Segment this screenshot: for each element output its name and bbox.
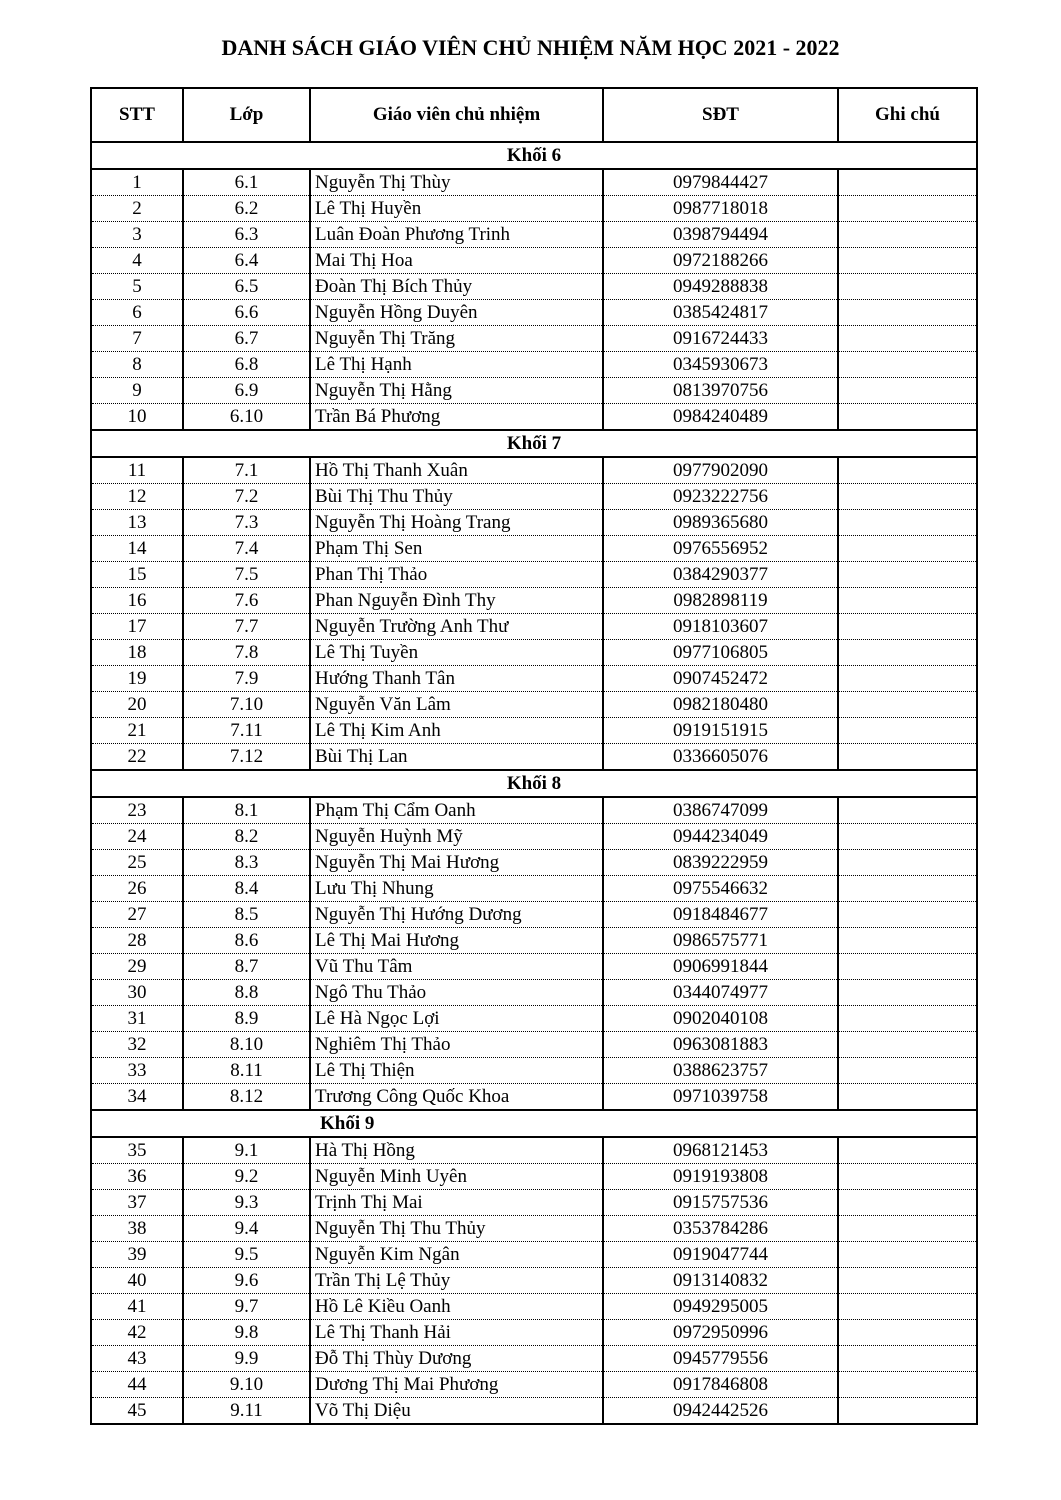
table-row	[91, 1006, 977, 1032]
cell-class: 6.4	[183, 248, 310, 274]
cell-note	[838, 457, 977, 484]
cell-stt: 15	[91, 562, 183, 588]
cell-stt: 33	[91, 1058, 183, 1084]
cell-class: 7.3	[183, 510, 310, 536]
cell-class: 6.6	[183, 300, 310, 326]
cell-stt: 30	[91, 980, 183, 1006]
cell-class: 7.1	[183, 457, 310, 484]
cell-note	[838, 640, 977, 666]
table-row	[91, 1268, 977, 1294]
cell-class: 9.8	[183, 1320, 310, 1346]
cell-teacher: Lê Thị Mai Hương	[310, 928, 603, 954]
cell-teacher: Lê Thị Huyền	[310, 196, 603, 222]
page-title: DANH SÁCH GIÁO VIÊN CHỦ NHIỆM NĂM HỌC 2021 - 2022	[221, 35, 840, 60]
cell-note	[838, 248, 977, 274]
cell-phone: 0982898119	[603, 588, 838, 614]
cell-stt: 34	[91, 1084, 183, 1111]
cell-class: 8.2	[183, 824, 310, 850]
cell-teacher: Nguyễn Thị Hằng	[310, 378, 603, 404]
cell-class: 9.9	[183, 1346, 310, 1372]
header-class: Lớp	[183, 88, 310, 142]
cell-class: 7.9	[183, 666, 310, 692]
cell-note	[838, 1190, 977, 1216]
cell-note	[838, 510, 977, 536]
cell-phone: 0979844427	[603, 169, 838, 196]
cell-phone: 0919047744	[603, 1242, 838, 1268]
cell-teacher: Nguyễn Thị Trăng	[310, 326, 603, 352]
cell-phone: 0353784286	[603, 1216, 838, 1242]
table-row	[91, 248, 977, 274]
cell-note	[838, 352, 977, 378]
header-phone: SĐT	[603, 88, 838, 142]
cell-teacher: Trần Bá Phương	[310, 404, 603, 431]
cell-class: 8.9	[183, 1006, 310, 1032]
cell-note	[838, 222, 977, 248]
cell-class: 8.11	[183, 1058, 310, 1084]
table-row	[91, 1032, 977, 1058]
cell-class: 9.7	[183, 1294, 310, 1320]
cell-stt: 44	[91, 1372, 183, 1398]
cell-teacher: Lưu Thị Nhung	[310, 876, 603, 902]
table-row	[91, 378, 977, 404]
cell-phone: 0986575771	[603, 928, 838, 954]
cell-phone: 0398794494	[603, 222, 838, 248]
cell-teacher: Nguyễn Thị Hướng Dương	[310, 902, 603, 928]
cell-stt: 31	[91, 1006, 183, 1032]
cell-stt: 35	[91, 1137, 183, 1164]
cell-class: 9.5	[183, 1242, 310, 1268]
cell-class: 6.8	[183, 352, 310, 378]
table-row	[91, 352, 977, 378]
table-row	[91, 1346, 977, 1372]
cell-phone: 0919151915	[603, 718, 838, 744]
table-row	[91, 797, 977, 824]
cell-stt: 43	[91, 1346, 183, 1372]
cell-stt: 37	[91, 1190, 183, 1216]
cell-stt: 9	[91, 378, 183, 404]
cell-stt: 17	[91, 614, 183, 640]
cell-teacher: Nguyễn Thị Hoàng Trang	[310, 510, 603, 536]
cell-stt: 20	[91, 692, 183, 718]
table-row	[91, 954, 977, 980]
cell-class: 7.6	[183, 588, 310, 614]
cell-note	[838, 1294, 977, 1320]
cell-stt: 14	[91, 536, 183, 562]
cell-class: 8.12	[183, 1084, 310, 1111]
header-note: Ghi chú	[838, 88, 977, 142]
cell-phone: 0915757536	[603, 1190, 838, 1216]
cell-teacher: Phan Nguyễn Đình Thy	[310, 588, 603, 614]
group-label: Khối 9	[91, 1110, 977, 1137]
cell-phone: 0977106805	[603, 640, 838, 666]
group-row	[91, 142, 977, 169]
cell-stt: 18	[91, 640, 183, 666]
teacher-table	[90, 87, 978, 1425]
cell-note	[838, 692, 977, 718]
cell-note	[838, 1216, 977, 1242]
cell-class: 6.5	[183, 274, 310, 300]
cell-stt: 2	[91, 196, 183, 222]
cell-class: 6.2	[183, 196, 310, 222]
cell-class: 7.4	[183, 536, 310, 562]
cell-phone: 0913140832	[603, 1268, 838, 1294]
table-row	[91, 666, 977, 692]
cell-note	[838, 1242, 977, 1268]
cell-note	[838, 928, 977, 954]
cell-teacher: Ngô Thu Thảo	[310, 980, 603, 1006]
group-row	[91, 430, 977, 457]
cell-phone: 0384290377	[603, 562, 838, 588]
table-body	[91, 142, 977, 1424]
table-row	[91, 718, 977, 744]
cell-stt: 24	[91, 824, 183, 850]
cell-stt: 27	[91, 902, 183, 928]
cell-phone: 0989365680	[603, 510, 838, 536]
cell-teacher: Nguyễn Thị Mai Hương	[310, 850, 603, 876]
group-label: Khối 8	[91, 770, 977, 797]
cell-class: 7.7	[183, 614, 310, 640]
cell-note	[838, 954, 977, 980]
table-row	[91, 404, 977, 431]
cell-class: 9.3	[183, 1190, 310, 1216]
table-row	[91, 1164, 977, 1190]
cell-stt: 45	[91, 1398, 183, 1425]
cell-phone: 0385424817	[603, 300, 838, 326]
cell-phone: 0839222959	[603, 850, 838, 876]
cell-stt: 36	[91, 1164, 183, 1190]
table-row	[91, 300, 977, 326]
cell-stt: 42	[91, 1320, 183, 1346]
cell-phone: 0916724433	[603, 326, 838, 352]
cell-phone: 0984240489	[603, 404, 838, 431]
group-label: Khối 6	[91, 142, 977, 169]
cell-phone: 0919193808	[603, 1164, 838, 1190]
cell-phone: 0949288838	[603, 274, 838, 300]
cell-note	[838, 300, 977, 326]
cell-phone: 0388623757	[603, 1058, 838, 1084]
cell-stt: 25	[91, 850, 183, 876]
cell-phone: 0918103607	[603, 614, 838, 640]
cell-stt: 22	[91, 744, 183, 771]
cell-phone: 0906991844	[603, 954, 838, 980]
cell-note	[838, 902, 977, 928]
table-row	[91, 274, 977, 300]
table-row	[91, 169, 977, 196]
cell-note	[838, 1084, 977, 1111]
cell-stt: 3	[91, 222, 183, 248]
cell-class: 6.1	[183, 169, 310, 196]
cell-teacher: Nguyễn Kim Ngân	[310, 1242, 603, 1268]
cell-stt: 1	[91, 169, 183, 196]
table-row	[91, 692, 977, 718]
cell-stt: 7	[91, 326, 183, 352]
cell-phone: 0902040108	[603, 1006, 838, 1032]
table-row	[91, 222, 977, 248]
table-row	[91, 457, 977, 484]
cell-note	[838, 562, 977, 588]
cell-note	[838, 718, 977, 744]
cell-note	[838, 1137, 977, 1164]
cell-teacher: Luân Đoàn Phương Trinh	[310, 222, 603, 248]
cell-note	[838, 1268, 977, 1294]
cell-stt: 13	[91, 510, 183, 536]
cell-note	[838, 824, 977, 850]
cell-class: 9.6	[183, 1268, 310, 1294]
cell-class: 8.4	[183, 876, 310, 902]
cell-class: 7.5	[183, 562, 310, 588]
cell-phone: 0975546632	[603, 876, 838, 902]
cell-stt: 41	[91, 1294, 183, 1320]
cell-class: 8.10	[183, 1032, 310, 1058]
cell-note	[838, 378, 977, 404]
group-row	[91, 1110, 977, 1137]
cell-teacher: Nguyễn Văn Lâm	[310, 692, 603, 718]
cell-class: 7.8	[183, 640, 310, 666]
cell-note	[838, 1058, 977, 1084]
cell-stt: 19	[91, 666, 183, 692]
cell-note	[838, 536, 977, 562]
cell-stt: 26	[91, 876, 183, 902]
cell-phone: 0336605076	[603, 744, 838, 771]
cell-phone: 0963081883	[603, 1032, 838, 1058]
table-row	[91, 614, 977, 640]
cell-teacher: Hà Thị Hồng	[310, 1137, 603, 1164]
table-row	[91, 562, 977, 588]
cell-teacher: Nguyễn Trường Anh Thư	[310, 614, 603, 640]
cell-class: 8.5	[183, 902, 310, 928]
cell-stt: 38	[91, 1216, 183, 1242]
cell-teacher: Hướng Thanh Tân	[310, 666, 603, 692]
cell-phone: 0386747099	[603, 797, 838, 824]
cell-teacher: Nguyễn Hồng Duyên	[310, 300, 603, 326]
cell-note	[838, 484, 977, 510]
table-row	[91, 196, 977, 222]
cell-phone: 0942442526	[603, 1398, 838, 1425]
cell-note	[838, 1346, 977, 1372]
cell-teacher: Phạm Thị Cẩm Oanh	[310, 797, 603, 824]
cell-teacher: Đoàn Thị Bích Thủy	[310, 274, 603, 300]
cell-stt: 29	[91, 954, 183, 980]
header-stt: STT	[91, 88, 183, 142]
cell-teacher: Lê Thị Hạnh	[310, 352, 603, 378]
cell-stt: 23	[91, 797, 183, 824]
cell-teacher: Trịnh Thị Mai	[310, 1190, 603, 1216]
cell-note	[838, 1398, 977, 1425]
cell-class: 7.10	[183, 692, 310, 718]
table-row	[91, 850, 977, 876]
table-row	[91, 1372, 977, 1398]
cell-teacher: Dương Thị Mai Phương	[310, 1372, 603, 1398]
cell-note	[838, 1164, 977, 1190]
cell-teacher: Bùi Thị Lan	[310, 744, 603, 771]
cell-teacher: Nghiêm Thị Thảo	[310, 1032, 603, 1058]
cell-teacher: Lê Thị Thiện	[310, 1058, 603, 1084]
cell-note	[838, 1320, 977, 1346]
cell-note	[838, 1006, 977, 1032]
table-header	[91, 88, 977, 142]
cell-phone: 0918484677	[603, 902, 838, 928]
cell-stt: 6	[91, 300, 183, 326]
table-row	[91, 744, 977, 771]
cell-class: 6.10	[183, 404, 310, 431]
cell-class: 8.7	[183, 954, 310, 980]
table-row	[91, 980, 977, 1006]
cell-phone: 0972950996	[603, 1320, 838, 1346]
cell-phone: 0982180480	[603, 692, 838, 718]
cell-class: 9.2	[183, 1164, 310, 1190]
cell-class: 6.9	[183, 378, 310, 404]
cell-class: 8.1	[183, 797, 310, 824]
cell-class: 7.11	[183, 718, 310, 744]
cell-phone: 0977902090	[603, 457, 838, 484]
cell-note	[838, 404, 977, 431]
cell-phone: 0917846808	[603, 1372, 838, 1398]
cell-class: 9.4	[183, 1216, 310, 1242]
cell-teacher: Lê Thị Kim Anh	[310, 718, 603, 744]
cell-note	[838, 1032, 977, 1058]
cell-class: 9.10	[183, 1372, 310, 1398]
cell-phone: 0976556952	[603, 536, 838, 562]
cell-class: 7.2	[183, 484, 310, 510]
cell-stt: 12	[91, 484, 183, 510]
cell-phone: 0987718018	[603, 196, 838, 222]
cell-phone: 0949295005	[603, 1294, 838, 1320]
cell-teacher: Hồ Thị Thanh Xuân	[310, 457, 603, 484]
cell-note	[838, 196, 977, 222]
cell-teacher: Đỗ Thị Thùy Dương	[310, 1346, 603, 1372]
cell-phone: 0344074977	[603, 980, 838, 1006]
cell-class: 9.11	[183, 1398, 310, 1425]
cell-stt: 28	[91, 928, 183, 954]
table-row	[91, 588, 977, 614]
cell-teacher: Lê Thị Tuyền	[310, 640, 603, 666]
cell-stt: 8	[91, 352, 183, 378]
table-row	[91, 536, 977, 562]
cell-phone: 0345930673	[603, 352, 838, 378]
cell-teacher: Võ Thị Diệu	[310, 1398, 603, 1425]
table-row	[91, 510, 977, 536]
cell-class: 8.8	[183, 980, 310, 1006]
cell-phone: 0972188266	[603, 248, 838, 274]
cell-note	[838, 588, 977, 614]
cell-stt: 10	[91, 404, 183, 431]
table-row	[91, 1320, 977, 1346]
table-row	[91, 1190, 977, 1216]
cell-phone: 0923222756	[603, 484, 838, 510]
table-row	[91, 1137, 977, 1164]
cell-class: 8.3	[183, 850, 310, 876]
cell-class: 7.12	[183, 744, 310, 771]
header-teacher: Giáo viên chủ nhiệm	[310, 88, 603, 142]
cell-teacher: Vũ Thu Tâm	[310, 954, 603, 980]
cell-stt: 32	[91, 1032, 183, 1058]
cell-phone: 0907452472	[603, 666, 838, 692]
table-row	[91, 824, 977, 850]
cell-teacher: Nguyễn Thị Thu Thủy	[310, 1216, 603, 1242]
table-row	[91, 902, 977, 928]
cell-stt: 40	[91, 1268, 183, 1294]
cell-class: 8.6	[183, 928, 310, 954]
cell-stt: 4	[91, 248, 183, 274]
cell-note	[838, 980, 977, 1006]
cell-teacher: Phạm Thị Sen	[310, 536, 603, 562]
table-row	[91, 640, 977, 666]
table-row	[91, 928, 977, 954]
cell-note	[838, 850, 977, 876]
group-label: Khối 7	[91, 430, 977, 457]
cell-teacher: Trần Thị Lệ Thủy	[310, 1268, 603, 1294]
cell-note	[838, 797, 977, 824]
table-row	[91, 1084, 977, 1111]
table-row	[91, 1216, 977, 1242]
cell-note	[838, 1372, 977, 1398]
cell-note	[838, 876, 977, 902]
cell-note	[838, 169, 977, 196]
cell-note	[838, 666, 977, 692]
cell-stt: 5	[91, 274, 183, 300]
cell-teacher: Nguyễn Minh Uyên	[310, 1164, 603, 1190]
table-row	[91, 326, 977, 352]
cell-teacher: Trương Công Quốc Khoa	[310, 1084, 603, 1111]
cell-class: 6.7	[183, 326, 310, 352]
cell-note	[838, 326, 977, 352]
cell-teacher: Hồ Lê Kiều Oanh	[310, 1294, 603, 1320]
cell-teacher: Nguyễn Thị Thùy	[310, 169, 603, 196]
cell-teacher: Phan Thị Thảo	[310, 562, 603, 588]
cell-stt: 16	[91, 588, 183, 614]
table-row	[91, 484, 977, 510]
cell-phone: 0971039758	[603, 1084, 838, 1111]
cell-phone: 0813970756	[603, 378, 838, 404]
cell-note	[838, 744, 977, 771]
cell-stt: 39	[91, 1242, 183, 1268]
group-row	[91, 770, 977, 797]
cell-phone: 0945779556	[603, 1346, 838, 1372]
cell-note	[838, 274, 977, 300]
cell-teacher: Lê Thị Thanh Hải	[310, 1320, 603, 1346]
cell-teacher: Nguyễn Huỳnh Mỹ	[310, 824, 603, 850]
cell-class: 6.3	[183, 222, 310, 248]
cell-stt: 11	[91, 457, 183, 484]
cell-phone: 0944234049	[603, 824, 838, 850]
cell-teacher: Bùi Thị Thu Thủy	[310, 484, 603, 510]
table-row	[91, 1294, 977, 1320]
cell-stt: 21	[91, 718, 183, 744]
cell-teacher: Lê Hà Ngọc Lợi	[310, 1006, 603, 1032]
cell-teacher: Mai Thị Hoa	[310, 248, 603, 274]
cell-phone: 0968121453	[603, 1137, 838, 1164]
table-row	[91, 876, 977, 902]
cell-class: 9.1	[183, 1137, 310, 1164]
cell-note	[838, 614, 977, 640]
table-row	[91, 1398, 977, 1425]
table-row	[91, 1058, 977, 1084]
table-row	[91, 1242, 977, 1268]
